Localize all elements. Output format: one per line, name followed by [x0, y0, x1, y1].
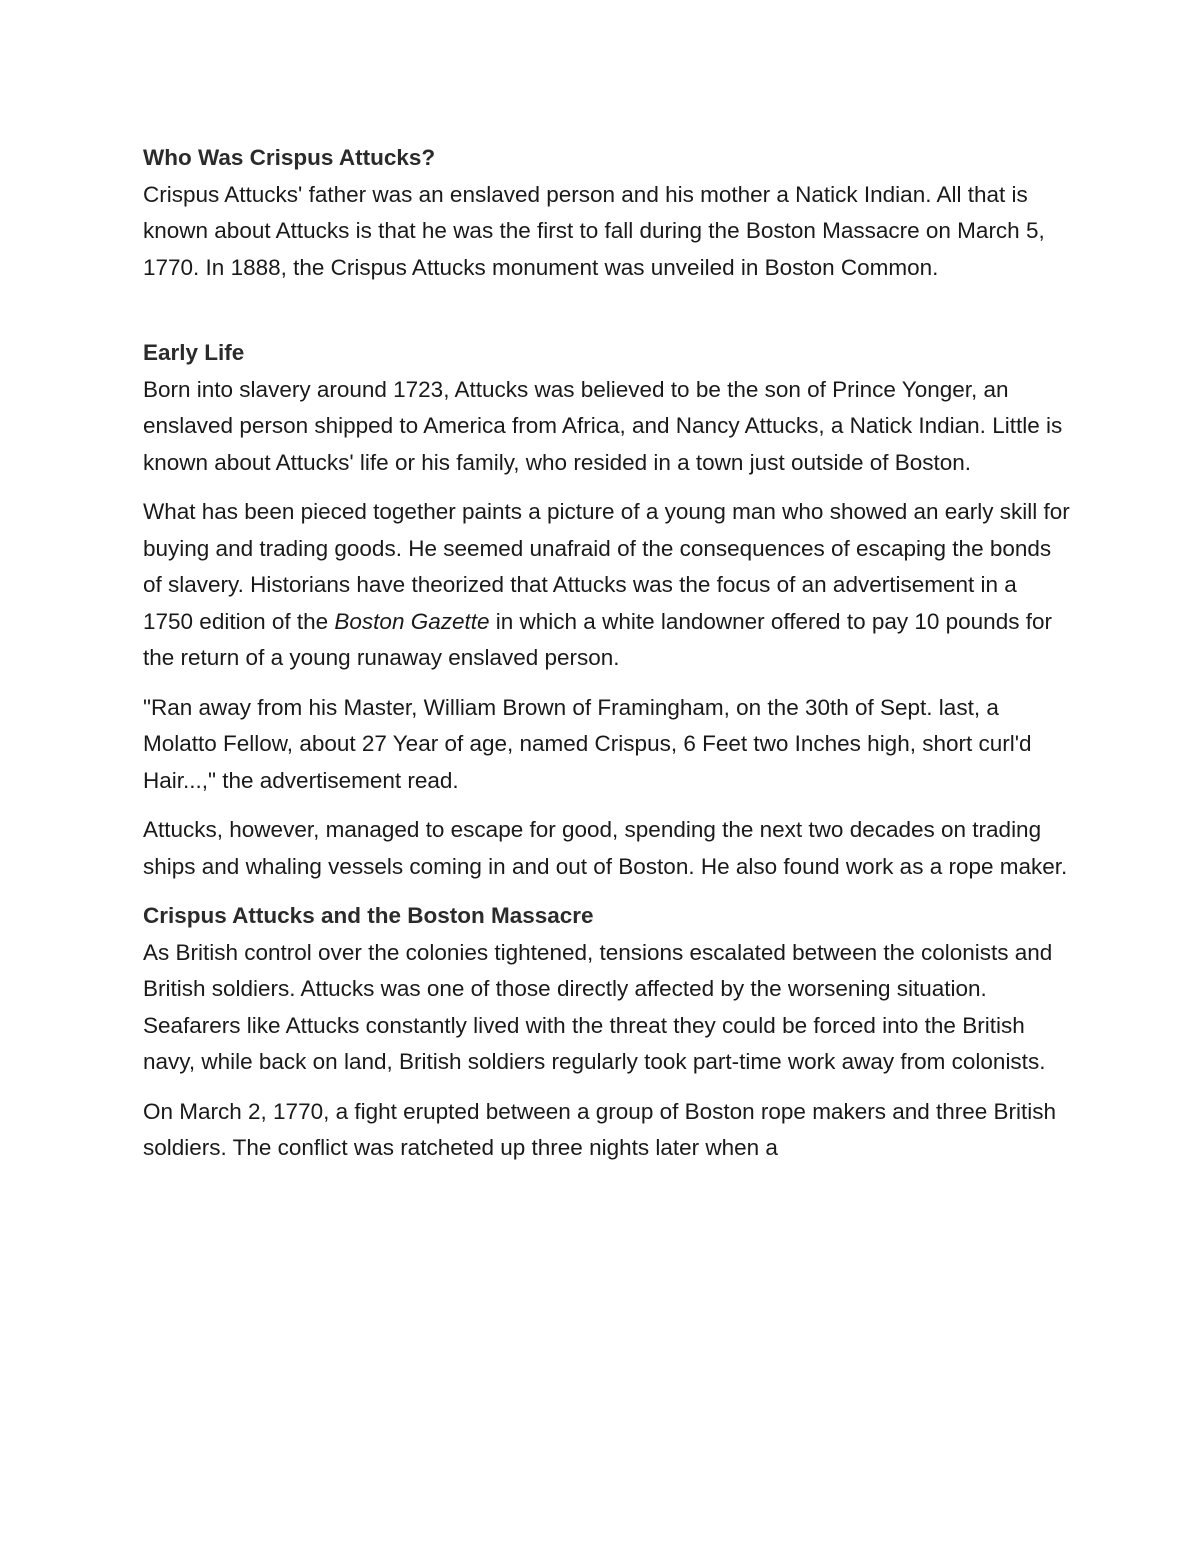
early-life-paragraph-4: Attucks, however, managed to escape for good, spending the next two decades on trading ships and whaling vessels coming in and out of Boston. He also found work as a rope maker. [143, 817, 1068, 879]
early-life-paragraph-1: Born into slavery around 1723, Attucks was believed to be the son of Prince Yonger, an enslaved person shipped to America from Africa, and Nancy Attucks, a Natick Indian. Little is known about Attucks' life or his family, who resided in a town just outside of Boston. [143, 376, 1063, 475]
section-heading-boston-massacre: Crispus Attucks and the Boston Massacre [143, 903, 594, 928]
massacre-paragraph-2: On March 2, 1770, a fight erupted between a group of Boston rope makers and three British soldiers. The conflict was ratcheted up three nights later when a [143, 1098, 1057, 1160]
intro-paragraph: Crispus Attucks' father was an enslaved person and his mother a Natick Indian. All that is known about Attucks is that he was the first to fall during the Boston Massacre on March 5, 1770. In 1888, the Crispus Attucks monument was unveiled in Boston Common. [143, 181, 1045, 280]
advertisement-quote-paragraph: "Ran away from his Master, William Brown of Framingham, on the 30th of Sept. last, a Molatto Fellow, about 27 Year of age, named Crispus, 6 Feet two Inches high, short curl'd Hair...," the advertisement read. [143, 694, 1032, 793]
early-life-paragraph-2 [143, 494, 1073, 677]
section-heading-early-life: Early Life [143, 340, 245, 365]
section-heading-who-was-crispus-attucks: Who Was Crispus Attucks? [143, 145, 436, 170]
massacre-paragraph-1: As British control over the colonies tightened, tensions escalated between the colonists and British soldiers. Attucks was one of those directly affected by the worsening situation. Seafarers like Attucks constantly lived with the threat they could be forced into the British navy, while back on land, British soldiers regularly took part-time work away from colonists. [143, 939, 1053, 1074]
newspaper-title: Boston Gazette [334, 608, 490, 634]
early-life-paragraph-2-text-after: in which a white landowner offered to pay 10 pounds for the return of a young runaway enslaved person. [143, 608, 1052, 670]
document-page [143, 140, 1073, 1167]
early-life-paragraph-2-text-before: What has been pieced together paints a picture of a young man who showed an early skill for buying and trading goods. He seemed unafraid of the consequences of escaping the bonds of slavery. Historians have theorized that Attucks was the focus of an advertisement in a 1750 edition of the [143, 499, 1070, 634]
